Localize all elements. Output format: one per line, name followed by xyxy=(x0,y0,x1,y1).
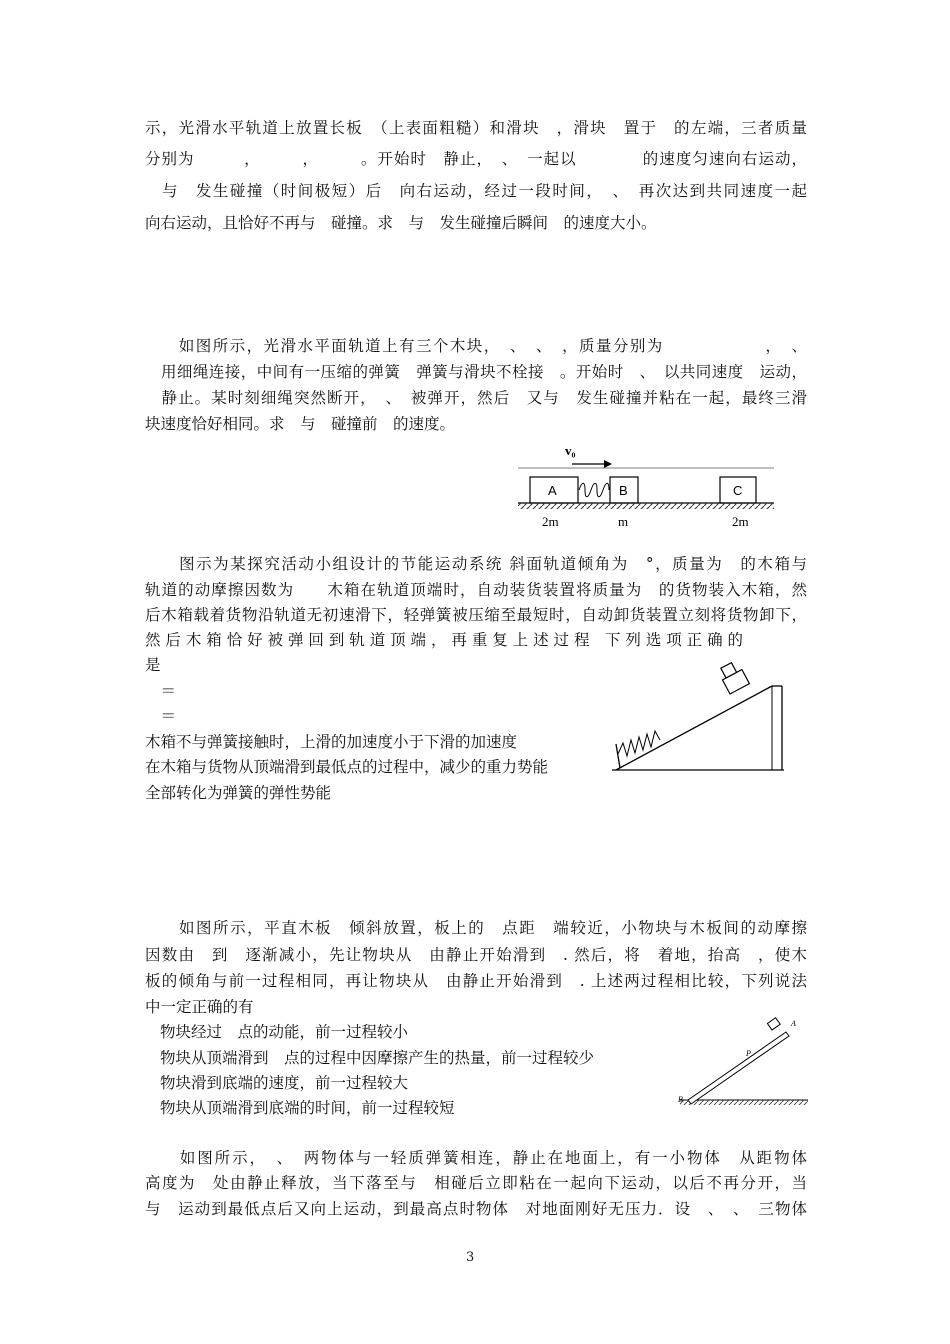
text-line: 高度为 处由静止释放，当下落至与 相碰后立即粘在一起向下运动，以后不再分开，当 xyxy=(145,1174,807,1192)
option-d: 在木箱与货物从顶端滑到最低点的过程中，减少的重力势能 xyxy=(145,758,549,776)
text-line: 后木箱载着货物沿轨道无初速滑下，轻弹簧被压缩至最短时，自动卸货装置立刻将货物卸下， xyxy=(145,606,807,624)
text-line: 轨道的动摩擦因数为 木箱在轨道顶端时，自动装货装置将质量为 的货物装入木箱，然 xyxy=(145,581,807,599)
crate-with-cargo xyxy=(717,660,749,694)
incline-surface xyxy=(616,686,772,770)
text-line: 如图所示， 、 两物体与一轻质弹簧相连，静止在地面上，有一小物体 从距物体 xyxy=(145,1149,807,1167)
block-icon xyxy=(767,1018,780,1030)
small-block xyxy=(767,1018,780,1030)
option-a: 物块经过 点的动能，前一过程较小 xyxy=(160,1023,409,1041)
page-number: 3 xyxy=(466,1250,475,1265)
text-line: 与 发生碰撞（时间极短）后 向右运动，经过一段时间， 、 再次达到共同速度一起 xyxy=(145,182,807,200)
block-a-label: A xyxy=(548,483,557,498)
option-a: ＝ xyxy=(145,682,177,700)
option-b: ＝ xyxy=(145,707,177,725)
text-line: 图示为某探究活动小组设计的节能运动系统 斜面轨道倾角为 °，质量为 的木箱与 xyxy=(145,555,807,573)
inclined-board-diagram xyxy=(672,1012,812,1110)
text-line: 分别为 ， ， 。开始时 静止， 、 一起以 的速度匀速向右运动， xyxy=(145,150,807,168)
option-c: 木箱不与弹簧接触时，上滑的加速度小于下滑的加速度 xyxy=(145,733,518,751)
text-line: 向右运动，且恰好不再与 碰撞。求 与 发生碰撞后瞬间 的速度大小。 xyxy=(145,214,657,232)
text-line: 是 xyxy=(145,656,161,674)
option-b: 物块从顶端滑到 点的过程中因摩擦产生的热量，前一过程较少 xyxy=(160,1049,595,1067)
text-line: 静止。某时刻细绳突然断开， 、 被弹开，然后 又与 发生碰撞并粘在一起，最终三滑 xyxy=(145,389,807,407)
text-line: 中一定正确的有 xyxy=(145,998,254,1016)
block-b-label: B xyxy=(619,483,628,498)
spring-icon xyxy=(618,731,660,756)
text-line: 然 后 木 箱 恰 好 被 弹 回 到 轨 道 顶 端 ， 再 重 复 上 述 过 程 下 列 选 项 正 确 的 xyxy=(145,631,744,649)
spring-icon xyxy=(579,483,609,497)
text-line: 因数由 到 逐渐减小，先让物块从 由静止开始滑到 . 然后，将 着地，抬高 ，使木 xyxy=(145,946,807,964)
text-line: 示，光滑水平轨道上放置长板 （上表面粗糙）和滑块 ，滑块 置于 的左端，三者质量 xyxy=(145,119,807,137)
mass-b: m xyxy=(618,514,629,529)
option-d-continuation: 全部转化为弹簧的弹性势能 xyxy=(145,784,332,802)
option-c: 物块滑到底端的速度，前一过程较大 xyxy=(160,1074,409,1092)
inclined-board xyxy=(688,1032,789,1104)
text-line: 板的倾角与前一过程相同，再让物块从 由静止开始滑到 . 上述两过程相比较，下列说法 xyxy=(145,972,807,990)
text-line: 用细绳连接，中间有一压缩的弹簧 弹簧与滑块不栓接 。开始时 、 以共同速度 运动， xyxy=(145,363,807,381)
option-d: 物块从顶端滑到底端的时间，前一过程较短 xyxy=(160,1099,455,1117)
text-line: 如图所示，光滑水平面轨道上有三个木块， 、 、 ，质量分别为 ， 、 xyxy=(145,337,807,355)
mass-c: 2m xyxy=(732,514,749,529)
label-b: B xyxy=(678,1095,683,1104)
stopper xyxy=(616,744,620,768)
incline-spring-diagram xyxy=(612,660,790,778)
text-line: 如图所示，平直木板 倾斜放置，板上的 点距 端较近，小物块与木板间的动摩擦 xyxy=(145,919,807,937)
label-a: A xyxy=(791,1019,796,1028)
ground-hatch xyxy=(518,503,774,509)
mass-a: 2m xyxy=(542,514,559,529)
label-p: P xyxy=(746,1049,751,1058)
text-line: 块速度恰好相同。求 与 碰撞前 的速度。 xyxy=(145,415,456,433)
block-c-label: C xyxy=(733,483,743,498)
ground-hatch xyxy=(680,1100,808,1105)
velocity-label: v₀ xyxy=(565,443,576,458)
blocks-diagram xyxy=(512,440,782,532)
text-line: 与 运动到最低点后又向上运动，到最高点时物体 对地面刚好无压力．设 、 、 三物体 xyxy=(145,1200,807,1218)
arrowhead-icon xyxy=(604,460,612,468)
